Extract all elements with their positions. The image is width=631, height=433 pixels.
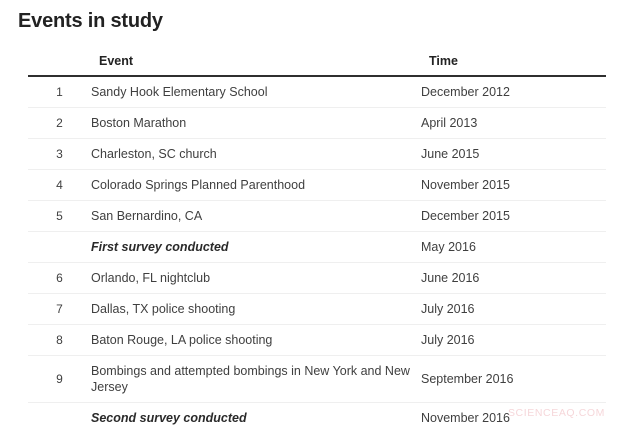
row-number: 8 [28,325,91,356]
event-name: Baton Rouge, LA police shooting [91,325,421,356]
table-row [28,356,606,403]
event-time: December 2015 [421,201,606,232]
event-name: San Bernardino, CA [91,201,421,232]
event-name: Boston Marathon [91,108,421,139]
survey-milestone-label: Second survey conducted [91,403,421,433]
events-table [28,54,606,433]
table-row [28,294,606,325]
table-row [28,139,606,170]
row-number [28,403,91,433]
table-row [28,108,606,139]
row-number: 3 [28,139,91,170]
row-number: 9 [28,356,91,403]
table-row [28,170,606,201]
column-header-time: Time [421,54,606,76]
row-number: 6 [28,263,91,294]
event-name: Charleston, SC church [91,139,421,170]
event-time: December 2012 [421,76,606,108]
table-row [28,325,606,356]
event-time: April 2013 [421,108,606,139]
row-number: 2 [28,108,91,139]
column-header-number [28,54,91,76]
event-time: November 2016 [421,403,606,433]
table-row [28,76,606,108]
row-number: 7 [28,294,91,325]
event-time: June 2016 [421,263,606,294]
site-watermark: SCIENCEAQ.COM [508,407,605,419]
row-number [28,232,91,263]
events-table-container [28,54,606,433]
table-body [28,76,606,433]
survey-milestone-label: First survey conducted [91,232,421,263]
event-time: May 2016 [421,232,606,263]
event-time: June 2015 [421,139,606,170]
row-number: 5 [28,201,91,232]
table-header [28,54,606,76]
table-header-row [28,54,606,76]
event-name: Bombings and attempted bombings in New York and New Jersey [91,356,421,403]
column-header-event: Event [91,54,421,76]
table-row [28,263,606,294]
table-row [28,201,606,232]
table-row [28,232,606,263]
event-name: Dallas, TX police shooting [91,294,421,325]
page-title: Events in study [18,9,163,33]
event-name: Sandy Hook Elementary School [91,76,421,108]
event-name: Orlando, FL nightclub [91,263,421,294]
event-time: July 2016 [421,325,606,356]
row-number: 1 [28,76,91,108]
event-time: July 2016 [421,294,606,325]
row-number: 4 [28,170,91,201]
event-name: Colorado Springs Planned Parenthood [91,170,421,201]
event-time: September 2016 [421,356,606,403]
event-time: November 2015 [421,170,606,201]
